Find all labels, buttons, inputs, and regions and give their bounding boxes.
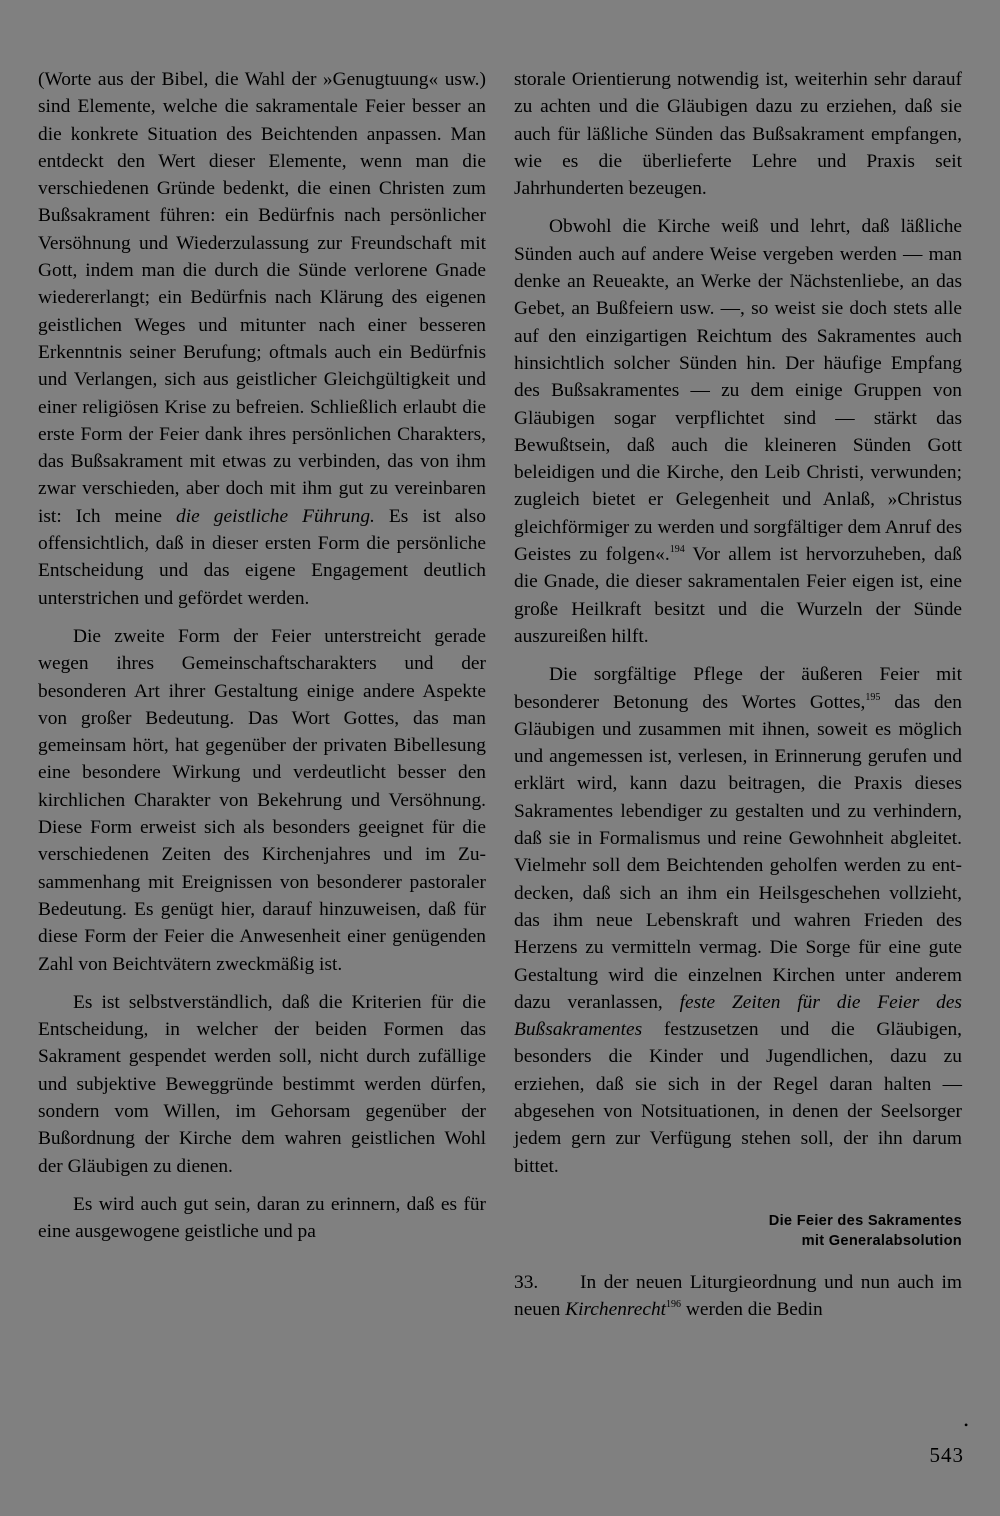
paragraph-text: das den Gläubigen und zusammen mit ihnen, soweit es möglich und angemessen ist, verlesen, in Erinnerung gerufen und erklärt wird, kann dazu beitragen, die Praxis dieses Sakramentes lebendiger zu gestalten und zu verhindern, daß sie in Formalismus und reine Gewohnheit abgleitet. Vielmehr soll dem Beichtenden geholfen werden zu entdecken, daß sich an ihm ein Heilsgeschehen vollzieht, das ihm neue Lebenskraft und wahren Frieden des Herzens zu vermitteln vermag. Die Sorge für eine gute Gestaltung wird die einzelnen Kirchen unter anderem dazu veranlassen, xyxy=(514,691,962,1013)
footnote-ref: 194 xyxy=(669,544,685,556)
paragraph xyxy=(514,213,962,650)
section-heading-line: Die Feier des Sakramentes xyxy=(768,1212,962,1229)
paragraph xyxy=(38,66,486,612)
margin-dot: • xyxy=(964,1418,969,1432)
section-heading-line: mit Generalabsolution xyxy=(801,1232,962,1249)
right-column xyxy=(514,66,962,1323)
paragraph-text: Vor allem ist hervorzuheben, daß die Gnade, die dieser sakramentalen Feier eigen ist, eine große Heilkraft besitzt und die Wurzeln der Sünde auszureißen hilft. xyxy=(514,544,962,647)
paragraph-text: Obwohl die Kirche weiß und lehrt, daß läßliche Sünden auch auf andere Weise vergeben werden — man denke an Reueakte, an Werke der Nächstenliebe, an das Gebet, an Bußfeiern usw. —, so weist sie doch stets alle auf den einzigartigen Reichtum des Sakramentes auch hinsichtlich solcher Sünden hin. Der häufige Empfang des Bußsakramentes — zu dem einige Gruppen von Gläubigen sogar verpflichtet sind — stärkt das Bewußtsein, daß auch die kleineren Sünden Gott beleidigen und die Kirche, den Leib Christi, verwunden; zugleich bietet er Gelegenheit und Anlaß, »Christus gleichförmiger zu werden und sorgfältiger dem Anruf des Geistes zu folgen«. xyxy=(514,216,962,566)
paragraph: Es ist selbstverständlich, daß die Kriterien für die Entscheidung, in welcher der beiden Formen das Sakrament gespendet werden soll, nicht durch zufällige und subjektive Beweggründe bestimmt werden dürfen, sondern vom Willen, im Gehorsam gegenüber der Bußordnung der Kirche dem wahren geistlichen Wohl der Gläubigen zu dienen. xyxy=(38,991,486,1177)
paragraph-text: werden die Bedin xyxy=(681,1299,823,1321)
paragraph xyxy=(514,661,962,1180)
left-column xyxy=(38,66,486,1245)
paragraph-text: Die sorgfältige Pflege der äußeren Feier mit besonderer Betonung des Wortes Gottes, xyxy=(514,664,962,713)
paragraph-text: (Worte aus der Bibel, die Wahl der »Genugtuung« usw.) sind Elemente, welche die sakramentale Feier besser an die konkrete Situation des Beichtenden anpassen. Man entdeckt den Wert dieser Elemente, wenn man die verschiedenen Gründe bedenkt, die einen Christen zum Bußsakrament führen: ein Bedürfnis nach persönlicher Versöhnung und Wiederzulassung zur Freundschaft mit Gott, indem man die durch die Sünde verlorene Gnade wiedererlangt; ein Bedürfnis nach Klärung des eigenen geistlichen Weges und mitunter nach einer besseren Erkenntnis seiner Berufung; oftmals auch ein Bedürfnis und Verlangen, sich aus geistlicher Gleichgültigkeit und einer religiösen Krise zu befreien. Schließlich erlaubt die erste Form der Feier dank ihres persönlichen Charakters, das Bußsakrament mit etwas zu verbinden, das von ihm zwar verschieden, aber doch mit ihm gut zu vereinbaren ist: Ich meine xyxy=(38,69,486,527)
page-number: 543 xyxy=(929,1443,964,1467)
emphasis-text: Kirchenrecht xyxy=(565,1299,667,1321)
paragraph: storale Orientierung notwendig ist, weiterhin sehr darauf zu achten und die Gläubigen dazu zu erziehen, daß sie auch für läßliche Sünden das Bußsakrament empfangen, wie es die überlieferte Lehre und Praxis seit Jahrhunderten bezeugen. xyxy=(514,69,962,200)
paragraph-text: In der neuen Liturgieordnung und nun auch im neuen xyxy=(514,1271,962,1321)
paragraph-text: Es ist also offensichtlich, daß in dieser ersten Form die persönliche Entscheidung und das eigene Engagement deutlich unterstrichen und gefördet werden. xyxy=(38,505,487,609)
paragraph: Es wird auch gut sein, daran zu erinnern, daß es für eine ausgewogene geistliche und pa xyxy=(38,1193,486,1243)
paragraph: Die zweite Form der Feier unterstreicht gerade wegen ihres Gemeinschaftscharakters und der besonderen Art ihrer Gestaltung einige andere Aspekte von großer Bedeutung. Das Wort Gottes, das man gemeinsam hört, hat gegenüber der privaten Bibellesung eine besondere Wirkung und verdeutlicht besser den kirchlichen Charakter von Bekehrung und Versöhnung. Diese Form erweist sich als besonders geeignet für die verschiedenen Zeiten des Kirchenjahres und im Zusammenhang mit Ereignissen von besonderer pastoraler Bedeutung. Es genügt hier, darauf hinzuweisen, daß für diese Form der Feier die Anwesenheit einer genügenden Zahl von Beichtvätern zweckmäßig ist. xyxy=(38,625,486,975)
footnote-ref: 195 xyxy=(865,691,881,703)
emphasis-text: die geistliche Führung. xyxy=(176,505,375,527)
section-heading xyxy=(514,1211,962,1251)
paragraph xyxy=(514,1269,962,1324)
paragraph-number: 33. xyxy=(514,1271,539,1293)
paragraph-text: festzusetzen und die Gläubigen, besonders die Kinder und Jugendlichen, dazu zu erziehen, daß sie sich in der Regel daran halten — abgesehen von Notsituationen, in denen der Seelsorger jedem gern zur Verfügung stehen soll, der ihn darum bittet. xyxy=(514,1019,962,1177)
footnote-ref: 196 xyxy=(666,1299,682,1311)
emphasis-text: feste Zeiten für die Feier des Bußsakramentes xyxy=(514,991,962,1041)
